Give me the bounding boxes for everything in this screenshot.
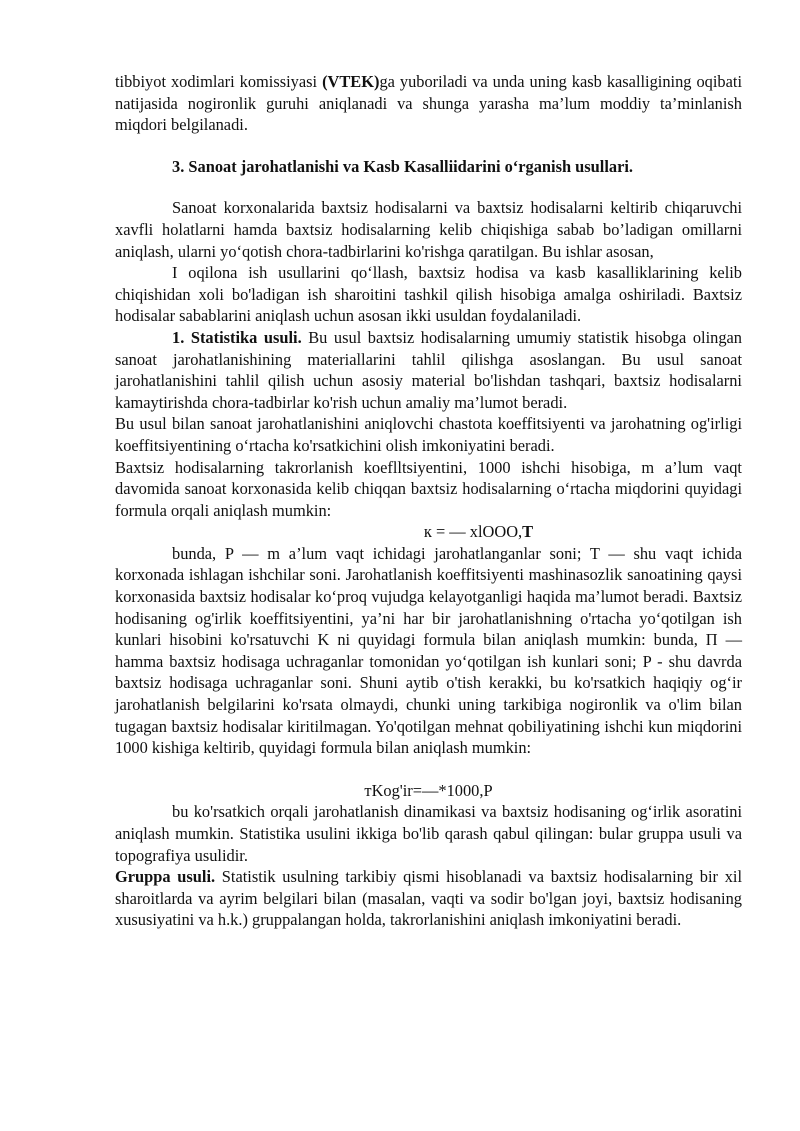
formula-severity: тKog'ir=—*1000,P — [364, 780, 493, 800]
paragraph-statistika — [115, 327, 742, 413]
paragraph-intro — [115, 71, 742, 136]
formula-frequency-t: T — [522, 522, 534, 542]
paragraph-bunda: bunda, P — m a’lum vaqt ichidagi jarohatlanganlar soni; T — shu vaqt ichida korxonada ishlagan ishchilar soni. Jarohatlanish koeffitsiyenti mashinasozlik sanoatining qaysi korxonasida baxtsiz hodisalar ko‘proq vujudga kelayotganligi haqida ma’lumot beradi. Baxtsiz hodisaning og'irlik koeffitsiyentini, ya’ni har bir jarohatlanishning o'rtacha yo‘qotilgan ish kunlari hisobini ko'rsatuvchi K ni quyidagi formula bilan aniqlash mumkin: bunda, П — hamma baxtsiz hodisaga uchraganlar tomonidan yo‘qotilgan ish kunlari soni; P - shu davrda baxtsiz hodisaga uchraganlar soni. Shuni aytib o'tish kerakki, bu ko'rsatkich haqiqiy og‘ir jarohatlanish belgilarini ko'rsata olmaydi, chunki uning tarkibiga nogironlik va o'lim bilan tugagan baxtsiz hodisalar kiritilmagan. Yo'qotilgan mehnat qobiliyatining ishchi kun miqdorini 1000 kishiga keltirib, quyidagi formula bilan aniqlash mumkin: — [115, 543, 742, 758]
intro-text-end: ga yuboriladi va unda uning kasb kasalligining oqibati natijasida nogironlik guruhi aniqlanadi va shunga yarasha ma’lum moddiy ta’minlanish miqdori belgilanadi. — [115, 72, 742, 135]
paragraph-takrorlanish: Baxtsiz hodisalarning takrorlanish koeflltsiyentini, 1000 ishchi hisobiga, m a’lum vaqt davomida sanoat korxonasida kelib chiqqan baxtsiz hodisalarning o‘rtacha miqdorini quyidagi formula orqali aniqlash mumkin: — [115, 457, 742, 520]
formula-frequency — [115, 521, 742, 543]
paragraph-dinamika: bu ko'rsatkich orqali jarohatlanish dinamikasi va baxtsiz hodisaning og‘irlik asoratini aniqlash mumkin. Statistika usulini ikkiga bo'lib qarash qabul qilingan: bular gruppa usuli va topografiya usulidir. — [115, 802, 742, 865]
gruppa-text: Statistik usulning tarkibiy qismi hisoblanadi va baxtsiz hodisalarning bir xil sharoitlarda va ayrim belgilari bilan (masalan, vaqti va sodir bo'lgan joyi, baxtsiz hodisaning xususiyatini va h.k.) gruppalangan holda, takrorlanishini aniqlash imkoniyatini beradi. — [115, 867, 742, 930]
gruppa-title: Gruppa usuli. — [115, 867, 216, 887]
intro-text-start: tibbiyot xodimlari komissiyasi — [115, 72, 323, 91]
formula-frequency-text: к = — xlOOO, — [423, 522, 523, 542]
section-heading: 3. Sanoat jarohatlanishi va Kasb Kasalliidarini o‘rganish usullari. — [172, 156, 634, 176]
paragraph-chastota: Bu usul bilan sanoat jarohatlanishini aniqlovchi chastota koeffitsiyenti va jarohatning og'irligi koeffitsiyentining o‘rtacha ko'rsatkichini olish imkoniyatini beradi. — [115, 414, 742, 455]
paragraph-sanoat: Sanoat korxonalarida baxtsiz hodisalarni va baxtsiz hodisalarni keltirib chiqaruvchi xavfli holatlarni hamda baxtsiz hodisalarning kelib chiqishiga sabab bo’ladigan omillarni aniqlash, ularni yo‘qotish chora-tadbirlarini ko'rishga qaratilgan. Bu ishlar asosan, — [115, 198, 742, 261]
paragraph-oqilona: I oqilona ish usullarini qo‘llash, baxtsiz hodisa va kasb kasalliklarining kelib chiqishidan xoli bo'ladigan ish sharoitini tashkil qilish hisobiga amalga oshiriladi. Baxtsiz hodisalar sabablarini aniqlash uchun asosan ikki usuldan foydalaniladi. — [115, 263, 742, 326]
statistika-title: 1. Statistika usuli. — [172, 327, 302, 347]
statistika-text: Bu usul baxtsiz hodisalarning umumiy statistik hisobga olingan sanoat jarohatlanishining materiallarini tahlil qilishga asoslangan. Bu usul sanoat jarohatlanishini tahlil qilish uchun asosiy material bo'lishdan tashqari, baxtsiz hodisalarni kamaytirishda chora-tadbirlar ko'rish uchun amaliy ma’lumot beradi. — [115, 327, 742, 412]
intro-vtek: (VTEK) — [322, 72, 380, 91]
paragraph-gruppa — [115, 866, 742, 931]
